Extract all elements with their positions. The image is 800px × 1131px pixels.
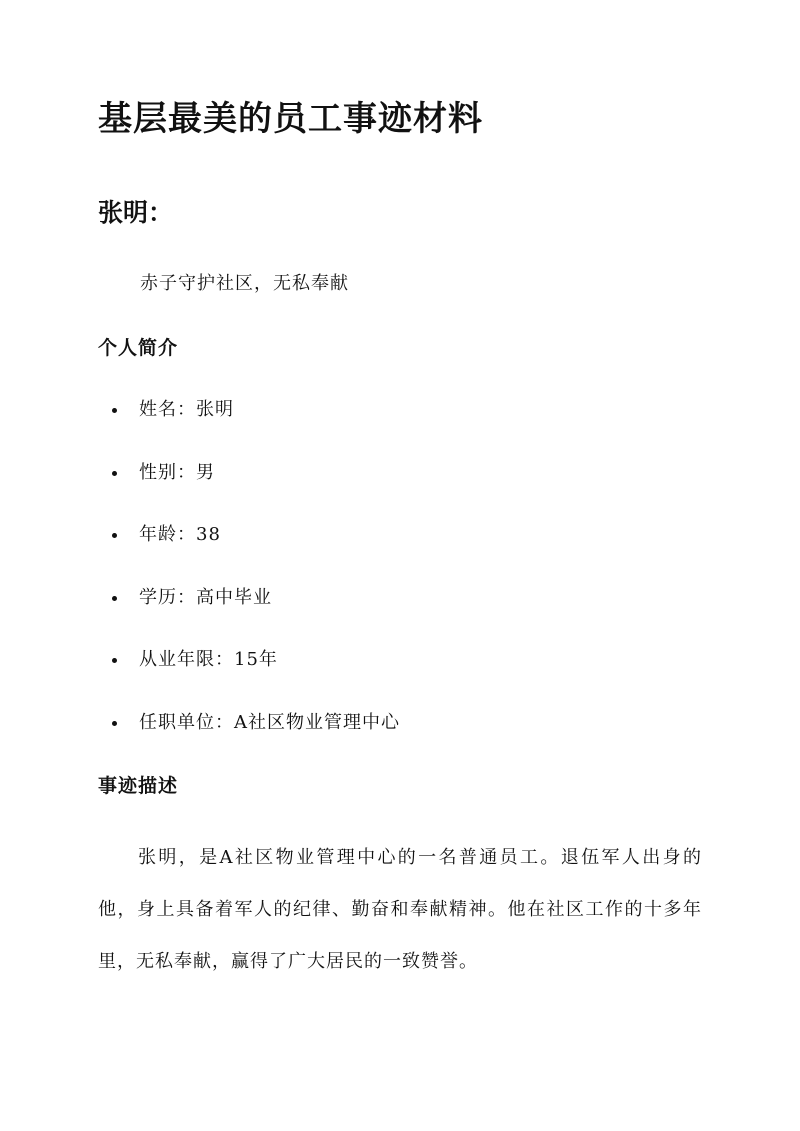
bullet-icon [112,471,117,476]
person-heading: 张明： [98,198,174,227]
intro-item-employer: 任职单位：A社区物业管理中心 [139,711,400,733]
intro-item-years: 从业年限：15年 [139,649,278,670]
intro-heading: 个人简介 [98,337,179,359]
intro-item-education: 学历：高中毕业 [139,586,272,608]
intro-item-name: 姓名：张明 [139,399,234,420]
document-title: 基层最美的员工事迹材料 [98,99,483,139]
list-item [112,521,400,584]
bullet-icon [112,533,117,538]
bullet-icon [112,658,117,663]
list-item [112,646,400,709]
story-paragraph: 张明，是A社区物业管理中心的一名普通员工。退伍军人出身的他，身上具备着军人的纪律、勤奋和奉献精神。他在社区工作的十多年里，无私奉献，赢得了广大居民的一致赞誉。 [98,847,702,972]
intro-item-age: 年龄：38 [139,524,221,545]
bullet-icon [112,596,117,601]
list-item [112,396,400,459]
bullet-icon [112,721,117,726]
list-item [112,709,400,772]
intro-item-gender: 性别：男 [139,461,215,483]
story-heading: 事迹描述 [98,775,179,797]
tagline: 赤子守护社区，无私奉献 [140,273,349,294]
bullet-icon [112,408,117,413]
list-item [112,584,400,647]
list-item [112,459,400,522]
intro-list [112,396,400,771]
